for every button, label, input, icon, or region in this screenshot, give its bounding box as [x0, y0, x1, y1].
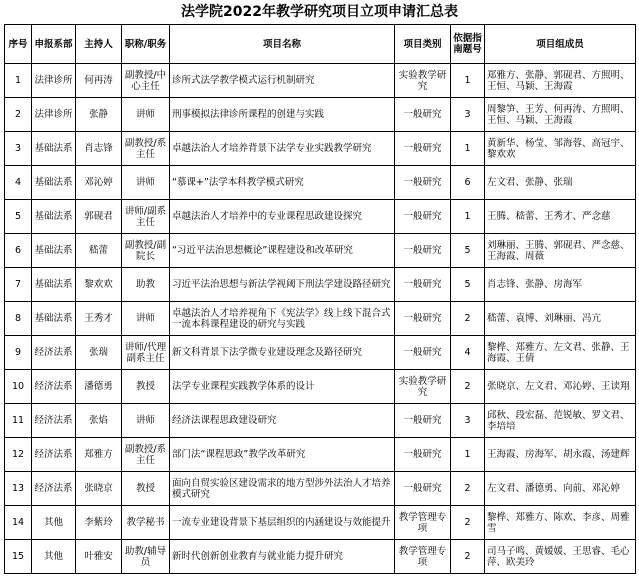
cell-dept: 经济法系	[32, 370, 76, 404]
cell-members: 邱秋、段宏磊、范锐敏、罗文君、李培培	[485, 404, 636, 438]
cell-no: 10	[5, 370, 32, 404]
cell-category: 一般研究	[395, 98, 451, 132]
cell-guide: 1	[451, 64, 485, 98]
cell-guide: 3	[451, 98, 485, 132]
cell-title: 副教授/系主任	[122, 132, 170, 166]
cell-project: 新文科背景下法学微专业建设理念及路径研究	[170, 336, 395, 370]
table-row	[5, 64, 636, 98]
column-header: 项目组成员	[485, 25, 636, 64]
cell-dept: 法律诊所	[32, 98, 76, 132]
column-header: 主持人	[76, 25, 122, 64]
cell-category: 一般研究	[395, 132, 451, 166]
table-row	[5, 132, 636, 166]
cell-category: 一般研究	[395, 472, 451, 506]
cell-title: 助教	[122, 268, 170, 302]
cell-title: 副教授/中心主任	[122, 64, 170, 98]
table-row	[5, 506, 636, 540]
cell-category: 一般研究	[395, 200, 451, 234]
cell-dept: 基础法系	[32, 166, 76, 200]
cell-project: 法学专业课程实践教学体系的设计	[170, 370, 395, 404]
cell-guide: 2	[451, 302, 485, 336]
cell-dept: 其他	[32, 540, 76, 574]
cell-category: 实验教学研究	[395, 64, 451, 98]
cell-project: 一流专业建设背景下基层组织的内涵建设与效能提升	[170, 506, 395, 540]
cell-members: 黄新华、杨莹、邹海蓉、高冠宇、黎欢欢	[485, 132, 636, 166]
cell-title: 副教授/系主任	[122, 438, 170, 472]
cell-category: 实验教学研究	[395, 370, 451, 404]
cell-dept: 法律诊所	[32, 64, 76, 98]
cell-host: 嵇蕾	[76, 234, 122, 268]
cell-title: 讲师	[122, 98, 170, 132]
cell-dept: 经济法系	[32, 438, 76, 472]
cell-project: 新时代创新创业教育与就业能力提升研究	[170, 540, 395, 574]
cell-guide: 3	[451, 404, 485, 438]
table-row	[5, 166, 636, 200]
cell-members: 左文君、潘德勇、向前、邓沁婷	[485, 472, 636, 506]
cell-dept: 基础法系	[32, 132, 76, 166]
cell-host: 叶雅安	[76, 540, 122, 574]
cell-no: 11	[5, 404, 32, 438]
cell-host: 邓沁婷	[76, 166, 122, 200]
cell-no: 5	[5, 200, 32, 234]
column-header: 序号	[5, 25, 32, 64]
table-row	[5, 404, 636, 438]
cell-category: 一般研究	[395, 438, 451, 472]
cell-members: 左文君、张静、张瑞	[485, 166, 636, 200]
cell-project: 卓越法治人才培养背景下法学专业实践教学研究	[170, 132, 395, 166]
column-header: 项目类别	[395, 25, 451, 64]
cell-no: 12	[5, 438, 32, 472]
cell-category: 教学管理专项	[395, 540, 451, 574]
cell-host: 潘德勇	[76, 370, 122, 404]
cell-title: 讲师	[122, 166, 170, 200]
cell-project: 面向自贸实验区建设需求的地方型涉外法治人才培养模式研究	[170, 472, 395, 506]
cell-project: 部门法“课程思政”教学改革研究	[170, 438, 395, 472]
cell-host: 张瑞	[76, 336, 122, 370]
cell-guide: 2	[451, 370, 485, 404]
cell-project: 卓越法治人才培养中的专业课程思政建设探究	[170, 200, 395, 234]
cell-dept: 基础法系	[32, 302, 76, 336]
cell-project: 诊所式法学教学模式运行机制研究	[170, 64, 395, 98]
cell-no: 15	[5, 540, 32, 574]
cell-guide: 6	[451, 166, 485, 200]
cell-host: 黎欢欢	[76, 268, 122, 302]
project-summary-table	[4, 24, 636, 574]
cell-category: 一般研究	[395, 302, 451, 336]
cell-members: 周黎笋、王芳、何再涛、方照明、王恒、马颖、王海霞	[485, 98, 636, 132]
cell-guide: 1	[451, 438, 485, 472]
cell-no: 4	[5, 166, 32, 200]
cell-title: 讲师/副系主任	[122, 200, 170, 234]
cell-host: 肖志锋	[76, 132, 122, 166]
cell-dept: 其他	[32, 506, 76, 540]
header-row	[5, 25, 636, 64]
cell-project: 习近平法治思想与新法学视阈下刑法学建设路径研究	[170, 268, 395, 302]
cell-host: 张静	[76, 98, 122, 132]
cell-members: 肖志锋、张静、房海军	[485, 268, 636, 302]
cell-host: 张晓京	[76, 472, 122, 506]
cell-host: 郭砚君	[76, 200, 122, 234]
cell-guide: 1	[451, 200, 485, 234]
cell-category: 一般研究	[395, 166, 451, 200]
cell-no: 3	[5, 132, 32, 166]
cell-members: 张晓京、左文君、邓沁婷、王读翔	[485, 370, 636, 404]
cell-dept: 基础法系	[32, 200, 76, 234]
table-row	[5, 336, 636, 370]
cell-category: 一般研究	[395, 336, 451, 370]
cell-no: 14	[5, 506, 32, 540]
cell-guide: 5	[451, 268, 485, 302]
cell-no: 7	[5, 268, 32, 302]
cell-members: 郑雅方、张静、郭砚君、方照明、王恒、马颖、王海霞	[485, 64, 636, 98]
cell-dept: 基础法系	[32, 234, 76, 268]
cell-title: 教学秘书	[122, 506, 170, 540]
table-row	[5, 200, 636, 234]
table-row	[5, 234, 636, 268]
cell-no: 1	[5, 64, 32, 98]
cell-guide: 4	[451, 336, 485, 370]
column-header: 项目名称	[170, 25, 395, 64]
cell-project: 经济法课程思政建设研究	[170, 404, 395, 438]
cell-host: 王秀才	[76, 302, 122, 336]
cell-title: 讲师/代理副系主任	[122, 336, 170, 370]
column-header: 依据指南题号	[451, 25, 485, 64]
table-title: 法学院2022年教学研究项目立项申请汇总表	[181, 4, 458, 20]
cell-host: 何再涛	[76, 64, 122, 98]
table-row	[5, 268, 636, 302]
cell-members: 刘琳丽、王腾、郭砚君、严念慈、王海霞、周薇	[485, 234, 636, 268]
cell-category: 教学管理专项	[395, 506, 451, 540]
cell-dept: 经济法系	[32, 472, 76, 506]
table-row	[5, 302, 636, 336]
column-header: 申报系部	[32, 25, 76, 64]
cell-members: 黎桦、郑雅方、左文君、张静、王海霞、王倩	[485, 336, 636, 370]
cell-guide: 1	[451, 132, 485, 166]
cell-project: 刑事模拟法律诊所课程的创建与实践	[170, 98, 395, 132]
cell-guide: 2	[451, 506, 485, 540]
cell-guide: 2	[451, 472, 485, 506]
cell-dept: 经济法系	[32, 404, 76, 438]
cell-members: 王腾、嵇蕾、王秀才、严念慈	[485, 200, 636, 234]
cell-category: 一般研究	[395, 268, 451, 302]
cell-dept: 基础法系	[32, 268, 76, 302]
cell-title: 讲师	[122, 404, 170, 438]
table-row	[5, 472, 636, 506]
cell-no: 9	[5, 336, 32, 370]
table-row	[5, 540, 636, 574]
cell-members: 黎桦、郑雅方、陈欢、李彦、周雅雪	[485, 506, 636, 540]
cell-guide: 5	[451, 234, 485, 268]
cell-host: 李紫玲	[76, 506, 122, 540]
cell-project: “习近平法治思想概论”课程建设和改革研究	[170, 234, 395, 268]
cell-host: 张焰	[76, 404, 122, 438]
cell-project: “慕课+”法学本科教学模式研究	[170, 166, 395, 200]
cell-no: 8	[5, 302, 32, 336]
table-row	[5, 438, 636, 472]
cell-category: 一般研究	[395, 234, 451, 268]
cell-title: 讲师	[122, 302, 170, 336]
table-row	[5, 98, 636, 132]
cell-members: 司马子鸣、黄媛媛、王思睿、毛心萍、欧美玲	[485, 540, 636, 574]
cell-host: 郑雅方	[76, 438, 122, 472]
cell-project: 卓越法治人才培养视角下《宪法学》线上线下混合式一流本科课程建设的研究与实践	[170, 302, 395, 336]
cell-title: 教授	[122, 370, 170, 404]
cell-no: 2	[5, 98, 32, 132]
cell-guide: 2	[451, 540, 485, 574]
cell-members: 王海霞、房海军、胡永霞、汤建辉	[485, 438, 636, 472]
column-header: 职称/职务	[122, 25, 170, 64]
table-row	[5, 370, 636, 404]
cell-title: 副教授/副院长	[122, 234, 170, 268]
cell-title: 助教/辅导员	[122, 540, 170, 574]
cell-dept: 经济法系	[32, 336, 76, 370]
cell-members: 嵇蕾、袁博、刘琳丽、冯亢	[485, 302, 636, 336]
cell-no: 6	[5, 234, 32, 268]
cell-no: 13	[5, 472, 32, 506]
cell-title: 教授	[122, 472, 170, 506]
cell-category: 一般研究	[395, 404, 451, 438]
